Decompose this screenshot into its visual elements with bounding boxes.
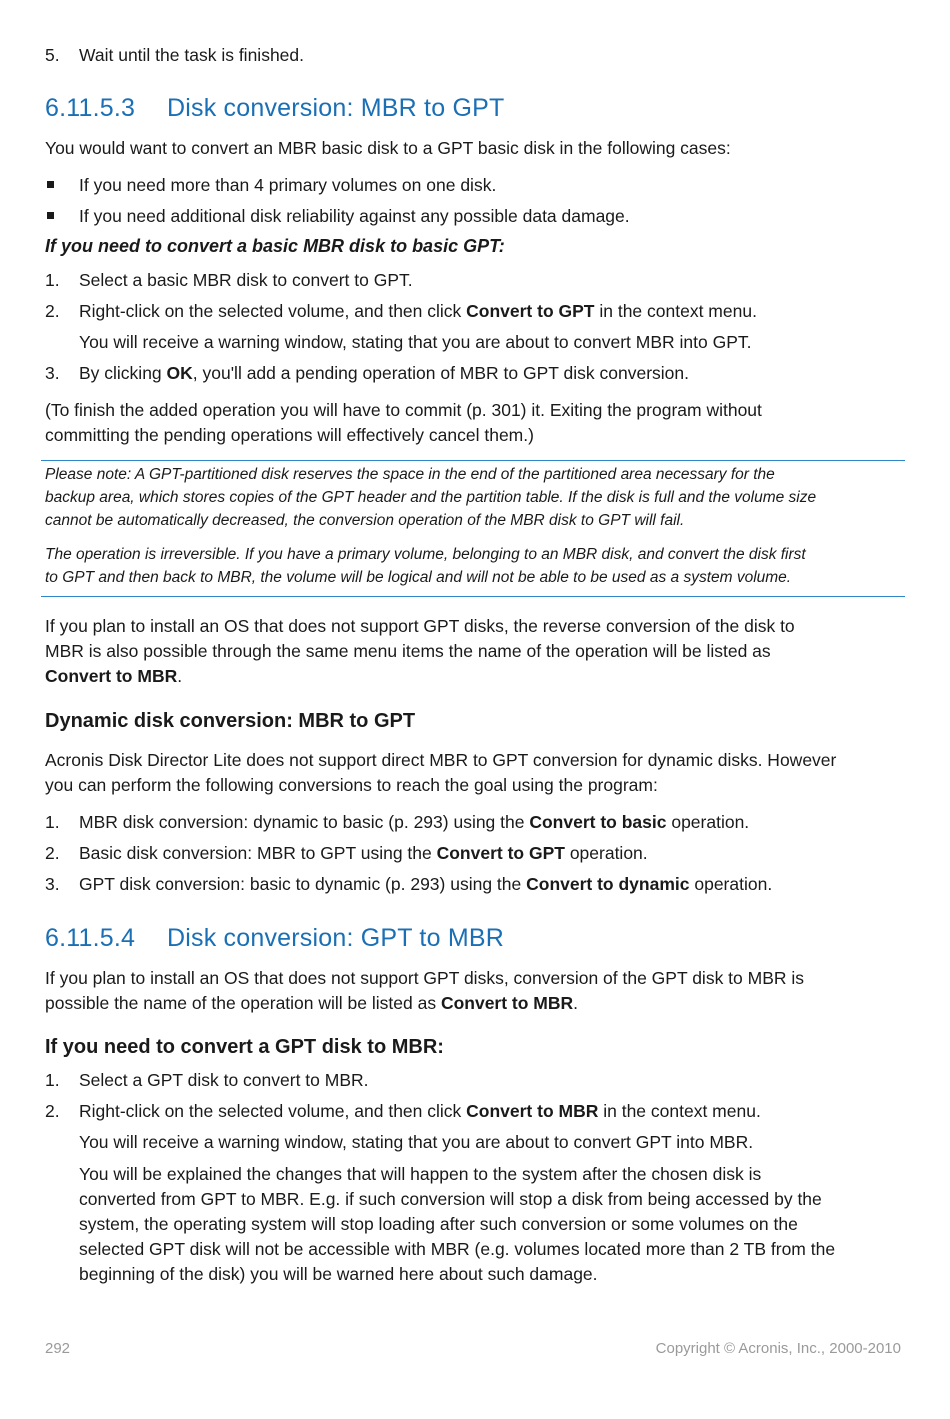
list-number: 1. xyxy=(45,812,60,832)
text-line: If you plan to install an OS that does not support GPT disks, conversion of the GPT disk to MBR is xyxy=(45,968,805,988)
text-run: By clicking xyxy=(79,363,167,383)
bold-term: Convert to MBR xyxy=(45,666,178,686)
subsection-heading: If you need to convert a GPT disk to MBR: xyxy=(45,1036,444,1058)
text-line xyxy=(45,991,905,1016)
section-title: Disk conversion: GPT to MBR xyxy=(167,924,504,952)
bold-term: Convert to dynamic xyxy=(526,874,690,894)
bold-term: Convert to MBR xyxy=(466,1101,599,1121)
text-line: If you plan to install an OS that does not support GPT disks, the reverse conversion of the disk to xyxy=(45,616,795,636)
list-continuation: You will receive a warning window, stating that you are about to convert GPT into MBR. xyxy=(79,1132,754,1152)
text-run: Right-click on the selected volume, and then click xyxy=(79,301,467,321)
list-number: 2. xyxy=(45,301,60,321)
text-line: The operation is irreversible. If you have a primary volume, belonging to an MBR disk, and convert the disk first xyxy=(45,546,806,563)
text-run: . xyxy=(177,666,183,686)
section-number: 6.11.5.4 xyxy=(45,924,136,952)
bold-term: Convert to GPT xyxy=(436,843,565,863)
list-number: 2. xyxy=(45,1101,60,1121)
bold-term: OK xyxy=(166,363,193,383)
paragraph xyxy=(45,748,905,798)
section-number: 6.11.5.3 xyxy=(45,94,136,122)
text-line: (To finish the added operation you will have to commit (p. 301) it. Exiting the program without xyxy=(45,400,762,420)
list-text xyxy=(79,361,905,386)
bullet-icon xyxy=(47,181,54,188)
list-number: 1. xyxy=(45,270,60,290)
bullet-icon xyxy=(47,212,54,219)
text-line: you can perform the following conversions to reach the goal using the program: xyxy=(45,775,658,795)
list-number: 3. xyxy=(45,874,60,894)
text-line: to GPT and then back to MBR, the volume will be logical and will not be able to be used as a system volume. xyxy=(45,569,792,586)
text-run: operation. xyxy=(689,874,773,894)
note-bottom-rule xyxy=(41,596,905,597)
list-text: Select a basic MBR disk to convert to GPT. xyxy=(79,270,413,290)
section-title: Disk conversion: MBR to GPT xyxy=(167,94,505,122)
text-run: in the context menu. xyxy=(594,301,757,321)
subsection-heading: Dynamic disk conversion: MBR to GPT xyxy=(45,710,416,732)
text-run: operation. xyxy=(564,843,648,863)
subheading: If you need to convert a basic MBR disk to basic GPT: xyxy=(45,236,505,256)
list-text: Select a GPT disk to convert to MBR. xyxy=(79,1070,369,1090)
list-text xyxy=(79,299,905,324)
list-text xyxy=(79,1099,905,1124)
bold-term: Convert to basic xyxy=(529,812,667,832)
note-top-rule xyxy=(41,460,905,461)
text-run: Basic disk conversion: MBR to GPT using the xyxy=(79,843,437,863)
text-run: . xyxy=(573,993,579,1013)
text-line: MBR is also possible through the same menu items the name of the operation will be listed as xyxy=(45,641,771,661)
bold-term: Convert to MBR xyxy=(440,993,574,1013)
text-line: cannot be automatically decreased, the conversion operation of the MBR disk to GPT will fail. xyxy=(45,512,685,529)
copyright-notice: Copyright © Acronis, Inc., 2000-2010 xyxy=(655,1340,901,1357)
list-number: 2. xyxy=(45,843,60,863)
note-paragraph xyxy=(45,543,909,589)
note-box xyxy=(45,463,909,589)
text-run: operation. xyxy=(666,812,750,832)
paragraph xyxy=(45,398,905,448)
list-continuation xyxy=(79,1162,905,1287)
text-line: system, the operating system will stop loading after such conversion or some volumes on the xyxy=(79,1214,798,1234)
paragraph xyxy=(45,614,905,689)
text-line: Please note: A GPT-partitioned disk reserves the space in the end of the partitioned area necessary for the xyxy=(45,466,775,483)
text-run: , you'll add a pending operation of MBR to GPT disk conversion. xyxy=(192,363,689,383)
text-line: backup area, which stores copies of the GPT header and the partition table. If the disk is full and the volume size xyxy=(45,489,817,506)
section-heading xyxy=(45,924,504,953)
text-run: in the context menu. xyxy=(598,1101,761,1121)
list-text xyxy=(79,841,905,866)
bullet-text: If you need additional disk reliability against any possible data damage. xyxy=(79,206,630,226)
text-line: You will be explained the changes that will happen to the system after the chosen disk is xyxy=(79,1164,762,1184)
list-number: 1. xyxy=(45,1070,60,1090)
list-number: 5. xyxy=(45,45,60,65)
list-text: Wait until the task is finished. xyxy=(79,45,305,65)
text-line: Acronis Disk Director Lite does not support direct MBR to GPT conversion for dynamic disks. However xyxy=(45,750,837,770)
note-paragraph xyxy=(45,463,909,532)
list-text xyxy=(79,872,905,897)
text-run: possible the name of the operation will be listed as xyxy=(45,993,441,1013)
bullet-text: If you need more than 4 primary volumes on one disk. xyxy=(79,175,497,195)
section-heading xyxy=(45,94,504,123)
text-line xyxy=(45,664,905,689)
page-number: 292 xyxy=(45,1340,71,1357)
text-run: Right-click on the selected volume, and then click xyxy=(79,1101,467,1121)
text-run: MBR disk conversion: dynamic to basic (p. 293) using the xyxy=(79,812,530,832)
list-text xyxy=(79,810,905,835)
text-line: selected GPT disk will not be accessible with MBR (e.g. volumes located more than 2 TB from the xyxy=(79,1239,836,1259)
paragraph xyxy=(45,966,905,1016)
bold-term: Convert to GPT xyxy=(466,301,595,321)
list-number: 3. xyxy=(45,363,60,383)
text-run: GPT disk conversion: basic to dynamic (p. 293) using the xyxy=(79,874,527,894)
list-continuation: You will receive a warning window, stating that you are about to convert MBR into GPT. xyxy=(79,332,752,352)
text-line: committing the pending operations will effectively cancel them.) xyxy=(45,425,534,445)
text-line: converted from GPT to MBR. E.g. if such conversion will stop a disk from being accessed by the xyxy=(79,1189,822,1209)
text-line: beginning of the disk) you will be warned here about such damage. xyxy=(79,1264,598,1284)
paragraph: You would want to convert an MBR basic disk to a GPT basic disk in the following cases: xyxy=(45,138,731,158)
